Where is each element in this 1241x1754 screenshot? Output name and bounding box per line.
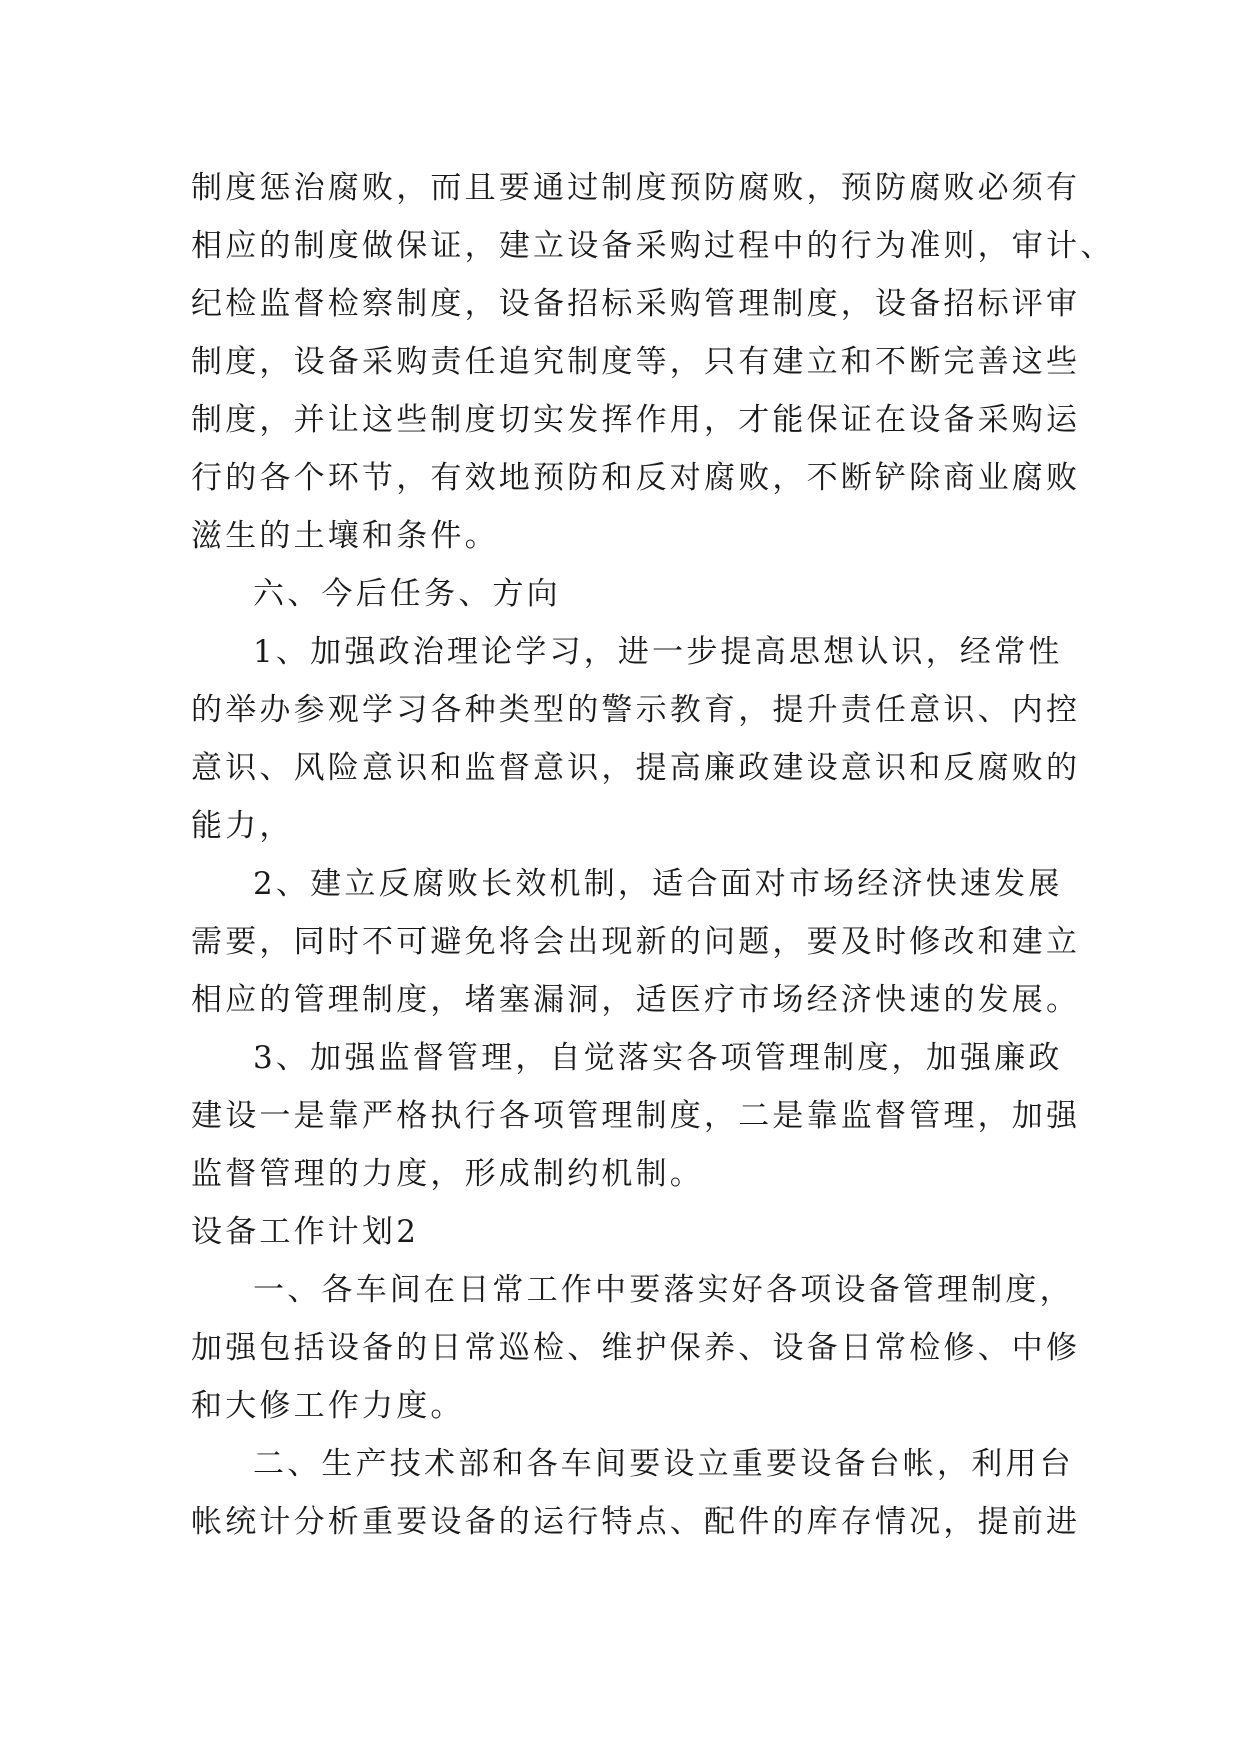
document-title: 设备工作计划2 [191,1214,420,1250]
text-line: 建设一是靠严格执行各项管理制度，二是靠监督管理，加强 [191,1098,1081,1134]
text-line: 加强包括设备的日常巡检、维护保养、设备日常检修、中修 [191,1330,1081,1366]
text-line: 一、各车间在日常工作中要落实好各项设备管理制度， [253,1272,1074,1308]
text-line: 相应的管理制度，堵塞漏洞，适医疗市场经济快速的发展。 [191,982,1081,1018]
text-line: 行的各个环节，有效地预防和反对腐败，不断铲除商业腐败 [191,460,1081,496]
section-heading: 六、今后任务、方向 [253,576,561,612]
text-line: 二、生产技术部和各车间要设立重要设备台帐，利用台 [253,1446,1074,1482]
text-line: 帐统计分析重要设备的运行特点、配件的库存情况，提前进 [191,1504,1081,1540]
text-line: 3、加强监督管理，自觉落实各项管理制度，加强廉政 [253,1040,1063,1076]
text-line: 1、加强政治理论学习，进一步提高思想认识，经常性 [253,634,1063,670]
text-line: 滋生的土壤和条件。 [191,518,499,554]
text-line: 能力， [191,808,294,844]
text-line: 监督管理的力度，形成制约机制。 [191,1156,704,1192]
text-line: 和大修工作力度。 [191,1388,465,1424]
text-line: 意识、风险意识和监督意识，提高廉政建设意识和反腐败的 [191,750,1081,786]
text-line: 制度，设备采购责任追究制度等，只有建立和不断完善这些 [191,344,1081,380]
text-line: 制度惩治腐败，而且要通过制度预防腐败，预防腐败必须有 [191,170,1081,206]
text-line: 的举办参观学习各种类型的警示教育，提升责任意识、内控 [191,692,1081,728]
text-line: 2、建立反腐败长效机制，适合面对市场经济快速发展 [253,866,1063,902]
text-line: 纪检监督检察制度，设备招标采购管理制度，设备招标评审 [191,286,1081,322]
text-line: 相应的制度做保证，建立设备采购过程中的行为准则，审计、 [191,228,1115,264]
text-line: 需要，同时不可避免将会出现新的问题，要及时修改和建立 [191,924,1081,960]
text-line: 制度，并让这些制度切实发挥作用，才能保证在设备采购运 [191,402,1081,438]
